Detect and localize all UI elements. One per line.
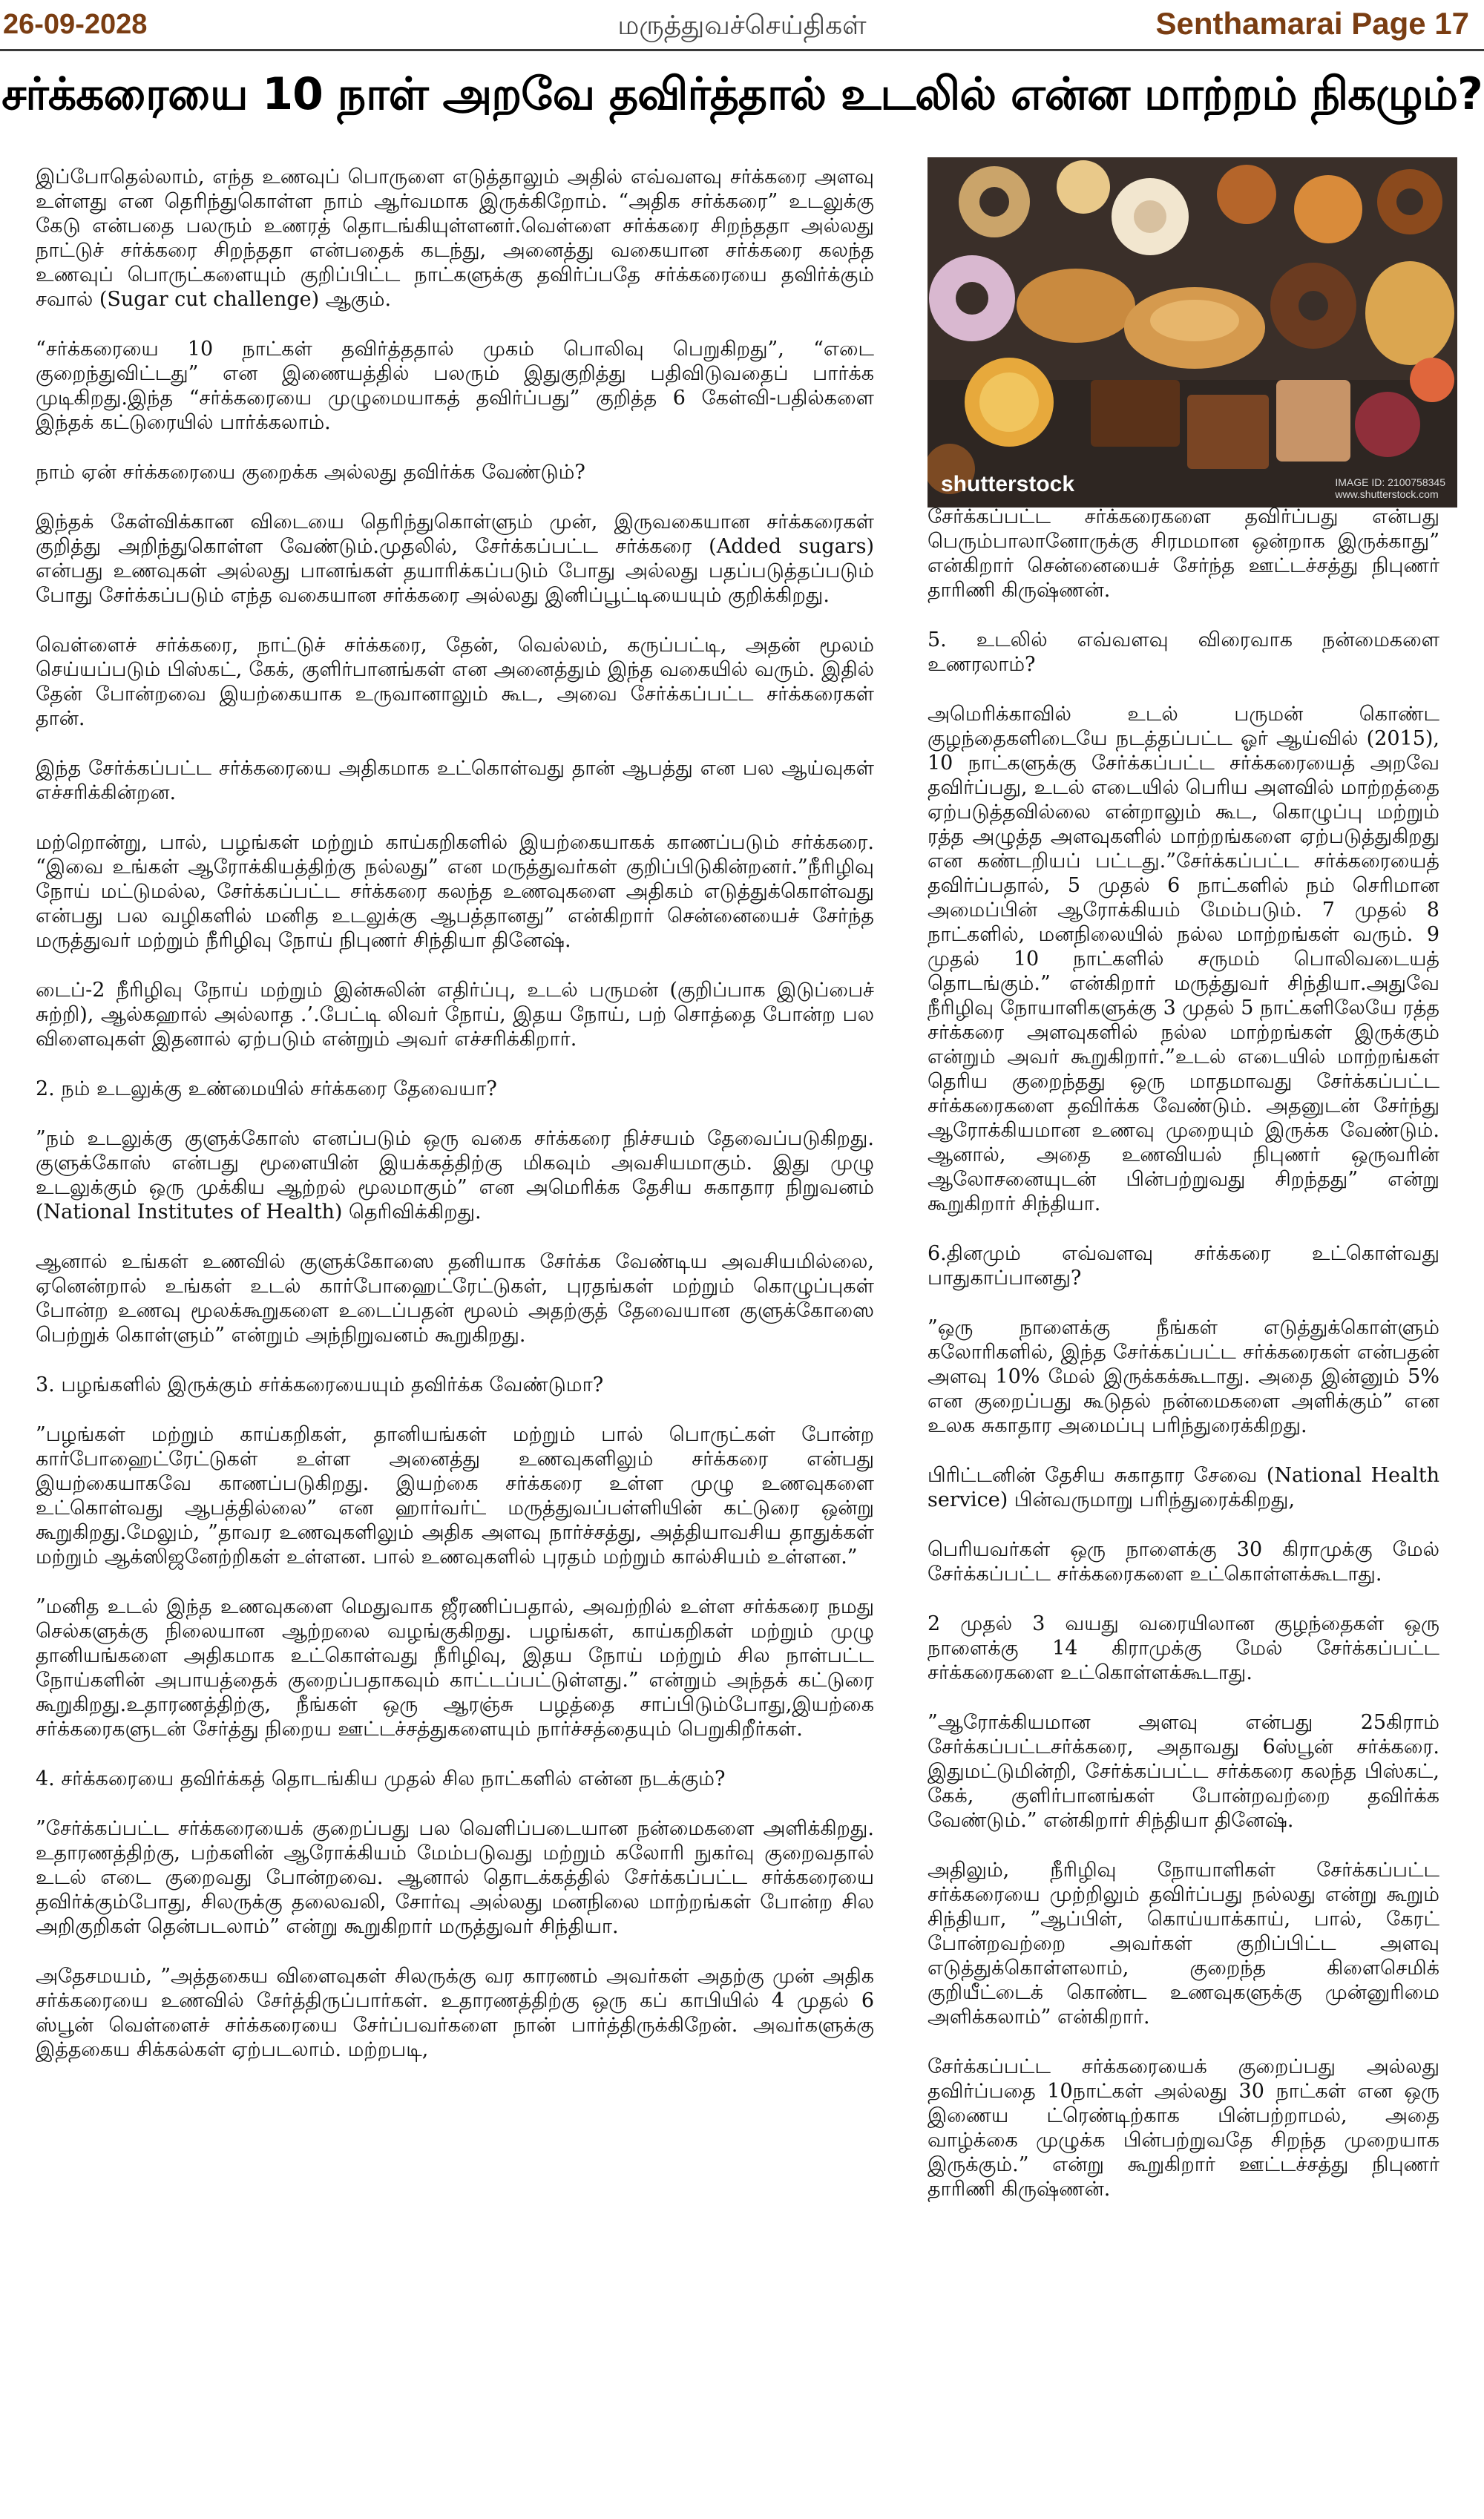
section-title: மருத்துவச்செய்திகள்	[617, 10, 867, 41]
subheading: 3. பழங்களில் இருக்கும் சர்க்கரையையும் தவிர்க்க வேண்டுமா?	[36, 1373, 604, 1396]
paragraph: ”நம் உடலுக்கு குளுக்கோஸ் எனப்படும் ஒரு வகை சர்க்கரை நிச்சயம் தேவைப்படுகிறது. குளுக்கோஸ் என்பது மூளையின் இயக்கத்திற்கு மிகவும் அவசியமாகும். இது முழு உடலுக்கும் ஒரு முக்கிய ஆற்றல் மூலமாகும்” என அமெரிக்க தேசிய சுகாதார நிறுவனம் (National Institutes of Health) தெரிவிக்கிறது.	[36, 1127, 874, 1224]
page-label: Senthamarai Page 17	[1155, 6, 1469, 41]
paragraph: டைப்-2 நீரிழிவு நோய் மற்றும் இன்சுலின் எதிர்ப்பு, உடல் பருமன் (குறிப்பாக இடுப்பைச் சுற்றி), ஆல்கஹால் அல்லாத .’.பேட்டி லிவர் நோய், இதய நோய், பற் சொத்தை போன்ற பல விளைவுகள் இதனால் ஏற்படும் என்றும் அவர் எச்சரிக்கிறார்.	[36, 979, 874, 1051]
subheading: 4. சர்க்கரையை தவிர்க்கத் தொடங்கிய முதல் சில நாட்களில் என்ன நடக்கும்?	[36, 1767, 726, 1790]
image-site: www.shutterstock.com	[1335, 488, 1439, 500]
paragraph: ”ஒரு நாளைக்கு நீங்கள் எடுத்துக்கொள்ளும் கலோரிகளில், இந்த சேர்க்கப்பட்ட சர்க்கரைகள் என்பதன் அளவு 10% மேல் இருக்கக்கூடாது. அதை இன்னும் 5% என குறைப்பது கூடுதல் நன்மைகளை அளிக்கும்” என உலக சுகாதார அமைப்பு பரிந்துரைக்கிறது.	[928, 1316, 1439, 1437]
paragraph: அதிலும், நீரிழிவு நோயாளிகள் சேர்க்கப்பட்ட சர்க்கரையை முற்றிலும் தவிர்ப்பது நல்லது என்று கூறும் சிந்தியா, ”ஆப்பிள், கொய்யாக்காய், பால், கேரட் போன்றவற்றை அவர்கள் குறிப்பிட்ட அளவு எடுத்துக்கொள்ளலாம், குறைந்த கிளைசெமிக் குறியீட்டைக் கொண்ட உணவுகளுக்கு முன்னுரிமை அளிக்கலாம்” என்கிறார்.	[928, 1859, 1439, 2029]
sweets-illustration	[928, 157, 1457, 508]
food-photo	[928, 157, 1457, 508]
subheading: 6.தினமும் எவ்வளவு சர்க்கரை உட்கொள்வது பாதுகாப்பானது?	[928, 1242, 1439, 1290]
article-left-column	[36, 165, 874, 2087]
paragraph: ”பழங்கள் மற்றும் காய்கறிகள், தானியங்கள் மற்றும் பால் பொருட்கள் போன்ற கார்போஹைட்ரேட்டுகள் உள்ள அனைத்து உணவுகளிலும் சர்க்கரை என்பது இயற்கையாகவே காணப்படுகிறது. இயற்கை சர்க்கரை உள்ள முழு உணவுகளை உட்கொள்வது ஆபத்தில்லை” என ஹார்வர்ட் மருத்துவப்பள்ளியின் கட்டுரை ஒன்று கூறுகிறது.மேலும், ”தாவர உணவுகளிலும் அதிக அளவு நார்ச்சத்து, அத்தியாவசிய தாதுக்கள் மற்றும் ஆக்ஸிஜனேற்றிகள் உள்ளன. பால் உணவுகளில் புரதம் மற்றும் கால்சியம் உள்ளன.”	[36, 1423, 874, 1569]
paragraph: ”மனித உடல் இந்த உணவுகளை மெதுவாக ஜீரணிப்பதால், அவற்றில் உள்ள சர்க்கரை நமது செல்களுக்கு நிலையான ஆற்றலை வழங்குகிறது. பழங்கள், காய்கறிகள் மற்றும் முழு தானியங்களை அதிகமாக உட்கொள்வது நீரிழிவு, இதய நோய் மற்றும் சில நாள்பட்ட நோய்களின் அபாயத்தைக் குறைப்பதாகவும் காட்டப்பட்டுள்ளது.” என்றும் அந்தக் கட்டுரை கூறுகிறது.உதாரணத்திற்கு, நீங்கள் ஒரு ஆரஞ்சு பழத்தை சாப்பிடும்போது,இயற்கை சர்க்கரைகளுடன் சேர்த்து நிறைய ஊட்டச்சத்துகளையும் நார்ச்சத்தையும் பெறுகிறீர்கள்.	[36, 1595, 874, 1741]
article-headline: சர்க்கரையை 10 நாள் அறவே தவிர்த்தால் உடலில் என்ன மாற்றம் நிகழும்?	[1, 68, 1483, 120]
paragraph: பிரிட்டனின் தேசிய சுகாதார சேவை (National Health service) பின்வருமாறு பரிந்துரைக்கிறது,	[928, 1464, 1439, 1511]
paragraph: மற்றொன்று, பால், பழங்கள் மற்றும் காய்கறிகளில் இயற்கையாகக் காணப்படும் சர்க்கரை. “இவை உங்கள் ஆரோக்கியத்திற்கு நல்லது” என மருத்துவர்கள் குறிப்பிடுகின்றனர்.”நீரிழிவு நோய் மட்டுமல்ல, சேர்க்கப்பட்ட சர்க்கரை கலந்த உணவுகளை அதிகம் எடுத்துக்கொள்வது என்பது பல வழிகளில் மனித உடலுக்கு ஆபத்தானது” என்கிறார் சென்னையைச் சேர்ந்த மருத்துவர் மற்றும் நீரிழிவு நோய் நிபுணர் சிந்தியா தினேஷ்.	[36, 831, 874, 952]
paragraph: இப்போதெல்லாம், எந்த உணவுப் பொருளை எடுத்தாலும் அதில் எவ்வளவு சர்க்கரை அளவு உள்ளது என தெரிந்துகொள்ள நாம் ஆர்வமாக இருக்கிறோம். “அதிக சர்க்கரை” உடலுக்கு கேடு என்பதை பலரும் உணரத் தொடங்கியுள்ளனர்.வெள்ளை சர்க்கரை சிறந்ததா அல்லது நாட்டுச் சர்க்கரை சிறந்ததா என்பதைக் கடந்து, அனைத்து வகையான சர்க்கரை கலந்த உணவுப் பொருட்களையும் குறிப்பிட்ட நாட்களுக்கு தவிர்ப்பதே சர்க்கரையை தவிர்க்கும் சவால் (Sugar cut challenge) ஆகும்.	[36, 165, 874, 311]
paragraph: “சர்க்கரையை 10 நாட்கள் தவிர்த்ததால் முகம் பொலிவு பெறுகிறது”, “எடை குறைந்துவிட்டது” என இணையத்தில் பலரும் இதுகுறித்து பதிவிடுவதைப் பார்க்க முடிகிறது.இந்த “சர்க்கரையை முழுமையாகத் தவிர்ப்பது” குறித்த 6 கேள்வி-பதில்களை இந்தக் கட்டுரையில் பார்க்கலாம்.	[36, 338, 874, 434]
paragraph: அதேசமயம், ”அத்தகைய விளைவுகள் சிலருக்கு வர காரணம் அவர்கள் அதற்கு முன் அதிக சர்க்கரையை உணவில் சேர்த்திருப்பார்கள். உதாரணத்திற்கு ஒரு கப் காபியில் 4 முதல் 6 ஸ்பூன் வெள்ளைச் சர்க்கரையை சேர்ப்பவர்களை நான் பார்த்திருக்கிறேன். அவர்களுக்கு இத்தகைய சிக்கல்கள் ஏற்படலாம். மற்றபடி,	[36, 1965, 874, 2061]
paragraph: பெரியவர்கள் ஒரு நாளைக்கு 30 கிராமுக்கு மேல் சேர்க்கப்பட்ட சர்க்கரைகளை உட்கொள்ளக்கூடாது.	[928, 1538, 1439, 1586]
paragraph: சேர்க்கப்பட்ட சர்க்கரையைக் குறைப்பது அல்லது தவிர்ப்பதை 10நாட்கள் அல்லது 30 நாட்கள் என ஒரு இணைய ட்ரெண்டிற்காக பின்பற்றாமல், அதை வாழ்க்கை முழுக்க பின்பற்றுவதே சிறந்த முறையாக இருக்கும்.” என்று கூறுகிறார் ஊட்டச்சத்து நிபுணர் தாரிணி கிருஷ்ணன்.	[928, 2055, 1439, 2201]
image-credit	[1335, 476, 1445, 500]
issue-date: 26-09-2028	[3, 9, 148, 40]
page-header	[0, 0, 1484, 51]
paragraph: சேர்க்கப்பட்ட சர்க்கரைகளை தவிர்ப்பது என்பது பெரும்பாலானோருக்கு சிரமமான ஒன்றாக இருக்காது” என்கிறார் சென்னையைச் சேர்ந்த ஊட்டச்சத்து நிபுணர் தாரிணி கிருஷ்ணன்.	[928, 505, 1439, 602]
paragraph: ஆனால் உங்கள் உணவில் குளுக்கோஸை தனியாக சேர்க்க வேண்டிய அவசியமில்லை, ஏனென்றால் உங்கள் உடல் கார்போஹைட்ரேட்டுகள், புரதங்கள் மற்றும் கொழுப்புகள் போன்ற உணவு மூலக்கூறுகளை உடைப்பதன் மூலம் அதற்குத் தேவையான குளுக்கோஸை பெற்றுக் கொள்ளும்” என்றும் அந்நிறுவனம் கூறுகிறது.	[36, 1250, 874, 1347]
article-right-column	[928, 505, 1439, 2227]
paragraph: இந்தக் கேள்விக்கான விடையை தெரிந்துகொள்ளும் முன், இருவகையான சர்க்கரைகள் குறித்து அறிந்துகொள்ள வேண்டும்.முதலில், சேர்க்கப்பட்ட சர்க்கரை (Added sugars) என்பது உணவுகள் அல்லது பானங்கள் தயாரிக்கப்படும் போது அல்லது பதப்படுத்தப்படும் போது சேர்க்கப்படும் எந்த வகையான சர்க்கரை அல்லது இனிப்பூட்டியையும் குறிக்கிறது.	[36, 510, 874, 607]
image-id: IMAGE ID: 2100758345	[1335, 476, 1445, 488]
paragraph: ”சேர்க்கப்பட்ட சர்க்கரையைக் குறைப்பது பல வெளிப்படையான நன்மைகளை அளிக்கிறது. உதாரணத்திற்கு, பற்களின் ஆரோக்கியம் மேம்படுவது மற்றும் கலோரி நுகர்வு குறைவதால் உடல் எடை குறைவது போன்றவை. ஆனால் தொடக்கத்தில் சேர்க்கப்பட்ட சர்க்கரையை தவிர்க்கும்போது, சிலருக்கு தலைவலி, சோர்வு அல்லது மனநிலை மாற்றங்கள் போன்ற சில அறிகுறிகள் தென்படலாம்” என்று கூறுகிறார் மருத்துவர் சிந்தியா.	[36, 1817, 874, 1938]
paragraph: 2 முதல் 3 வயது வரையிலான குழந்தைகள் ஒரு நாளைக்கு 14 கிராமுக்கு மேல் சேர்க்கப்பட்ட சர்க்கரைகளை உட்கொள்ளக்கூடாது.	[928, 1612, 1439, 1684]
subheading: 2. நம் உடலுக்கு உண்மையில் சர்க்கரை தேவையா?	[36, 1077, 497, 1100]
subheading: நாம் ஏன் சர்க்கரையை குறைக்க அல்லது தவிர்க்க வேண்டும்?	[36, 461, 585, 484]
paragraph: அமெரிக்காவில் உடல் பருமன் கொண்ட குழந்தைகளிடையே நடத்தப்பட்ட ஓர் ஆய்வில் (2015), 10 நாட்களுக்கு சேர்க்கப்பட்ட சர்க்கரையைத் அறவே தவிர்ப்பது, உடல் எடையில் பெரிய அளவில் மாற்றத்தை ஏற்படுத்தவில்லை என்றாலும் கூட, கொழுப்பு மற்றும் ரத்த அழுத்த அளவுகளில் மாற்றங்களை ஏற்படுத்துகிறது என கண்டறியப் பட்டது.”சேர்க்கப்பட்ட சர்க்கரையைத் தவிர்ப்பதால், 5 முதல் 6 நாட்களில் நம் செரிமான அமைப்பின் ஆரோக்கியம் மேம்படும். 7 முதல் 8 நாட்களில், மனநிலையில் நல்ல மாற்றங்கள் வரும். 9 முதல் 10 நாட்களில் சருமம் பொலிவடையத் தொடங்கும்.” என்கிறார் மருத்துவர் சிந்தியா.அதுவே நீரிழிவு நோயாளிகளுக்கு 3 முதல் 5 நாட்களிலேயே ரத்த சர்க்கரை அளவுகளில் நல்ல மாற்றங்கள் இருக்கும் என்றும் அவர் கூறுகிறார்.”உடல் எடையில் மாற்றங்கள் தெரிய குறைந்தது ஒரு மாதமாவது சேர்க்கப்பட்ட சர்க்கரைகளை தவிர்க்க வேண்டும். அதனுடன் சேர்ந்து ஆரோக்கியமான உணவு முறையும் இருக்க வேண்டும். ஆனால், அதை உணவியல் நிபுணர் ஒருவரின் ஆலோசனையுடன் பின்பற்றுவது சிறந்தது” என்று கூறுகிறார் சிந்தியா.	[928, 703, 1439, 1215]
shutterstock-watermark: shutterstock	[941, 472, 1075, 496]
subheading: 5. உடலில் எவ்வளவு விரைவாக நன்மைகளை உணரலாம்?	[928, 628, 1439, 676]
paragraph: இந்த சேர்க்கப்பட்ட சர்க்கரையை அதிகமாக உட்கொள்வது தான் ஆபத்து என பல ஆய்வுகள் எச்சரிக்கின்றன.	[36, 757, 874, 804]
paragraph: வெள்ளைச் சர்க்கரை, நாட்டுச் சர்க்கரை, தேன், வெல்லம், கருப்பட்டி, அதன் மூலம் செய்யப்படும் பிஸ்கட், கேக், குளிர்பானங்கள் என அனைத்தும் இந்த வகையில் வரும். இதில் தேன் போன்றவை இயற்கையாக உருவானாலும் கூட, அவை சேர்க்கப்பட்ட சர்க்கரைகள் தான்.	[36, 634, 874, 730]
paragraph: ”ஆரோக்கியமான அளவு என்பது 25கிராம் சேர்க்கப்பட்டசர்க்கரை, அதாவது 6ஸ்பூன் சர்க்கரை. இதுமட்டுமின்றி, சேர்க்கப்பட்ட சர்க்கரை கலந்த பிஸ்கட், கேக், குளிர்பானங்கள் போன்றவற்றை தவிர்க்க வேண்டும்.” என்கிறார் சிந்தியா தினேஷ்.	[928, 1711, 1439, 1832]
